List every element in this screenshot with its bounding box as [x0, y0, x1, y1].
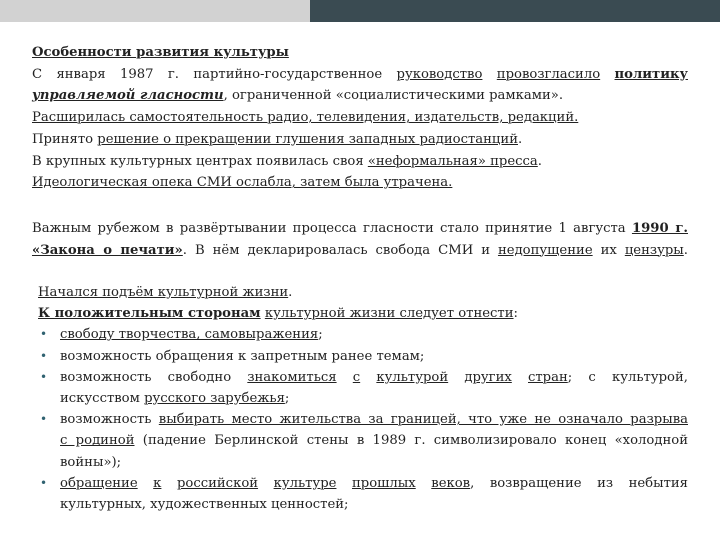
underlined-text: решение о прекращении глушения западных радиостанций: [97, 131, 518, 147]
space: [600, 67, 614, 82]
bullet-icon: •: [40, 348, 48, 363]
underlined-bold-text: «Закона о печати»: [32, 242, 183, 258]
text-run: ;: [318, 327, 323, 343]
list-item-line: [60, 409, 688, 430]
space: [448, 370, 464, 385]
underlined-text: «неформальная» пресса: [367, 153, 538, 169]
underlined-text: руководство: [396, 66, 483, 82]
underlined-text: выбирать место жительства за границей, что уже не означало разрыва: [158, 412, 688, 428]
list-item-line: культурных, художественных ценностей;: [60, 497, 349, 513]
underlined-text: с: [352, 369, 361, 385]
list-item-line: [60, 430, 688, 451]
paragraph-line: [32, 240, 688, 262]
text-run: искусством: [60, 391, 145, 407]
underlined-bold-text: политику: [614, 66, 688, 82]
list-item: [38, 409, 688, 473]
section-culture-features: [32, 42, 688, 194]
text-run: .: [518, 131, 523, 147]
underlined-text: провозгласило: [496, 66, 601, 82]
paragraph-line: [32, 85, 688, 107]
space: [138, 476, 154, 491]
text-run: возможность свободно: [60, 369, 248, 385]
list-item: [38, 473, 688, 515]
list-item-line: войны»);: [60, 454, 122, 470]
underlined-text: прошлых: [351, 475, 416, 491]
space: [512, 370, 528, 385]
underlined-text: с родиной: [60, 433, 135, 449]
underlined-text: культурной жизни следует отнести: [264, 306, 514, 322]
section-title: Особенности развития культуры: [32, 45, 289, 60]
text-run: .: [288, 285, 293, 300]
text-run: их: [592, 242, 625, 258]
space: [336, 476, 352, 491]
bullet-icon: •: [40, 412, 48, 427]
text-run: . В нём декларировалась свобода СМИ и: [182, 242, 498, 258]
slide-top-bar-accent: [310, 0, 720, 22]
paragraph-line: Расширилась самостоятельность радио, телевидения, издательств, редакций.: [32, 110, 579, 126]
text-run: В крупных культурных центрах появилась своя: [32, 153, 368, 169]
underlined-bold-text: К положительным сторонам: [38, 306, 261, 322]
paragraph-line: [32, 151, 688, 173]
underlined-text: культурой: [376, 369, 449, 385]
space: [482, 67, 496, 82]
list-item: [38, 346, 688, 367]
text-run: ;: [284, 391, 290, 407]
paragraph-line: [32, 218, 688, 240]
text-run: , ограниченной «социалистическими рамками».: [223, 88, 564, 104]
list-item: [38, 367, 688, 409]
paragraph-line: Идеологическая опека СМИ ослабла, затем была утрачена.: [32, 175, 453, 191]
underlined-text: цензуры: [624, 242, 684, 258]
underlined-text: знакомиться: [247, 369, 337, 385]
paragraph-line: [38, 303, 688, 324]
bullet-icon: •: [40, 475, 48, 490]
list-item: [38, 324, 688, 345]
text-run: возможность: [60, 412, 159, 428]
underlined-text: обращение: [60, 475, 138, 491]
underlined-text: культуре: [273, 475, 337, 491]
bullet-icon: •: [40, 327, 48, 342]
underlined-text: других: [464, 369, 512, 385]
bullet-icon: •: [40, 369, 48, 384]
space: [337, 370, 353, 385]
text-run: ; с культурой,: [567, 369, 688, 385]
list-item-line: возможность обращения к запретным ранее темам;: [60, 348, 425, 364]
underlined-text: веков: [431, 475, 471, 491]
space: [416, 476, 432, 491]
text-run: (падение Берлинской стены в 1989 г. символизировало конец «холодной: [134, 433, 688, 449]
underlined-bold-text: 1990 г.: [631, 221, 688, 236]
text-run: .: [683, 242, 688, 258]
text-run: Важным рубежом в развёртывании процесса гласности стало принятие 1 августа: [32, 221, 632, 236]
space: [258, 476, 274, 491]
underlined-text: стран: [528, 369, 568, 385]
list-item-line: [60, 388, 688, 409]
underlined-bold-italic-text: управляемой гласности: [32, 88, 224, 104]
underlined-text: недопущение: [497, 242, 593, 258]
text-run: .: [537, 153, 542, 169]
list-item-line: [60, 324, 688, 345]
underlined-text: к: [153, 475, 162, 491]
underlined-text: российской: [176, 475, 259, 491]
paragraph-line: [38, 282, 688, 303]
section-cultural-revival: [38, 282, 688, 515]
underlined-text: русского зарубежья: [144, 391, 285, 407]
underlined-text: свободу творчества, самовыражения: [60, 327, 319, 343]
list-item-line: [60, 367, 688, 388]
section-press-law: [32, 218, 688, 261]
list-item-line: [60, 473, 688, 494]
text-run: С января 1987 г. партийно-государственное: [32, 66, 397, 82]
text-run: , возвращение из небытия: [470, 475, 689, 491]
text-run: :: [513, 306, 518, 322]
space: [161, 476, 177, 491]
text-run: Принято: [32, 131, 98, 147]
paragraph-line: [32, 129, 688, 151]
slide-top-bar: [0, 0, 720, 22]
space: [360, 370, 376, 385]
paragraph-line: [32, 64, 688, 86]
underlined-text: Начался подъём культурной жизни: [38, 285, 289, 300]
